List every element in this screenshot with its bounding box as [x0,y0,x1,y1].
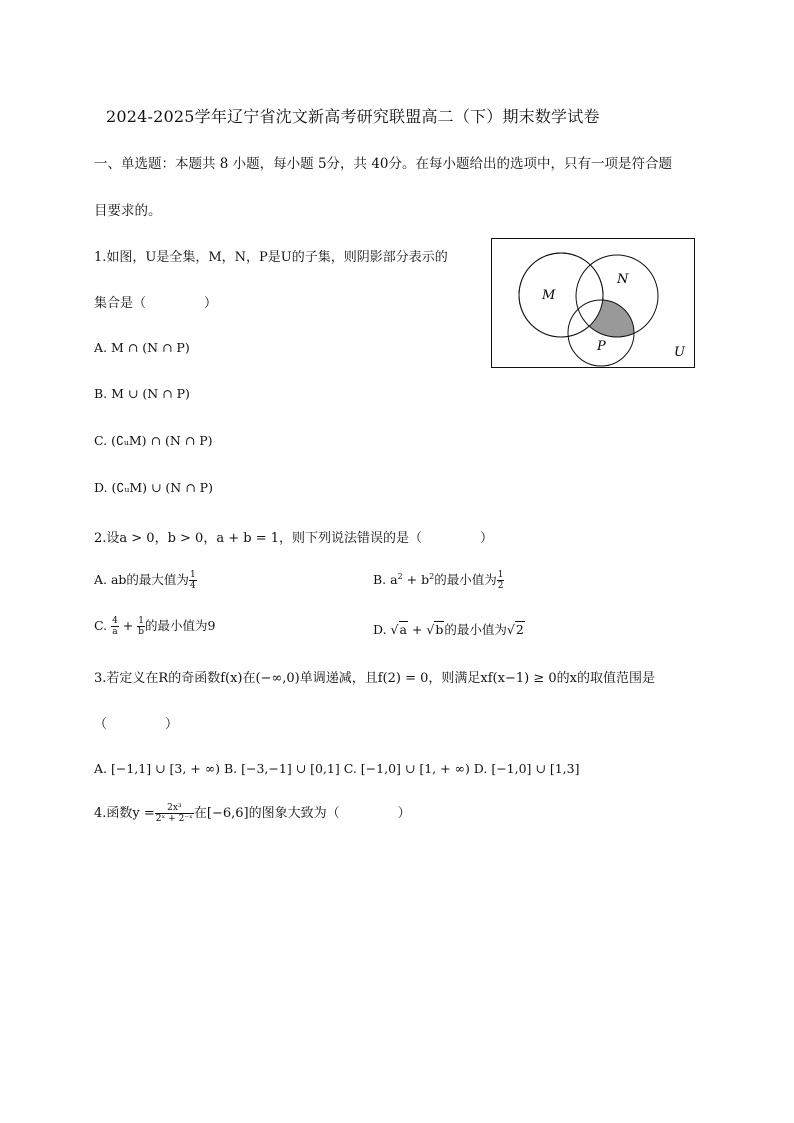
q1-option-d: D. (∁ᵤM) ∪ (N ∩ P) [94,480,213,495]
q2-option-d: D. √a + √b的最小值为√2 [373,622,524,637]
q1-stem-line1: 1.如图，U是全集，M，N，P是U的子集，则阴影部分表示的 [94,250,448,265]
exam-title: 2024-2025学年辽宁省沈文新高考研究联盟高二（下）期末数学试卷 [106,107,600,126]
q2-option-b: B. $a^2 + b^2$的最小值为 $\frac{1}{2}$ [373,570,504,591]
q1-option-c: C. (∁ᵤM) ∩ (N ∩ P) [94,433,213,448]
q1-stem-line2: 集合是（ ） [94,296,218,311]
q3-stem-line1: 3.若定义在R的奇函数f(x)在(−∞,0)单调递减，且f(2) = 0，则满足xf(x−1) ≥ 0的x的取值范围是 [94,671,655,686]
q1-option-a: A. M ∩ (N ∩ P) [94,340,190,355]
label-n: N [617,272,629,287]
q4-stem: 4.函数y = $\frac{\text{2x³}}{\text{2ˣ + 2⁻ˣ}}$ 在[−6,6]的图象大致为（ ） [94,803,411,824]
q2-option-c: C. $\frac{4}{a}$ + $\frac{1}{b}$ 的最小值为9 [94,616,216,637]
q2-stem: 2.设a > 0，b > 0，a + b = 1，则下列说法错误的是（ ） [94,531,494,546]
label-p: P [597,339,606,354]
label-m: M [542,288,556,303]
q1-option-b: B. M ∪ (N ∩ P) [94,386,190,401]
venn-diagram [491,238,696,369]
q3-options: A. [−1,1] ∪ [3, + ∞) B. [−3,−1] ∪ [0,1] C. [−1,0] ∪ [1, + ∞) D. [−1,0] ∪ [1,3] [94,761,580,776]
label-u: U [674,345,685,360]
section-instructions-line1: 一、单选题：本题共 8 小题，每小题 5分，共 40分。在每小题给出的选项中，只有一项是符合题 [94,156,673,172]
section-instructions-line2: 目要求的。 [94,203,162,219]
q2-option-a: A. ab的最大值为 $\frac{1}{4}$ [94,570,196,591]
q3-stem-line2: （ ） [94,717,179,732]
